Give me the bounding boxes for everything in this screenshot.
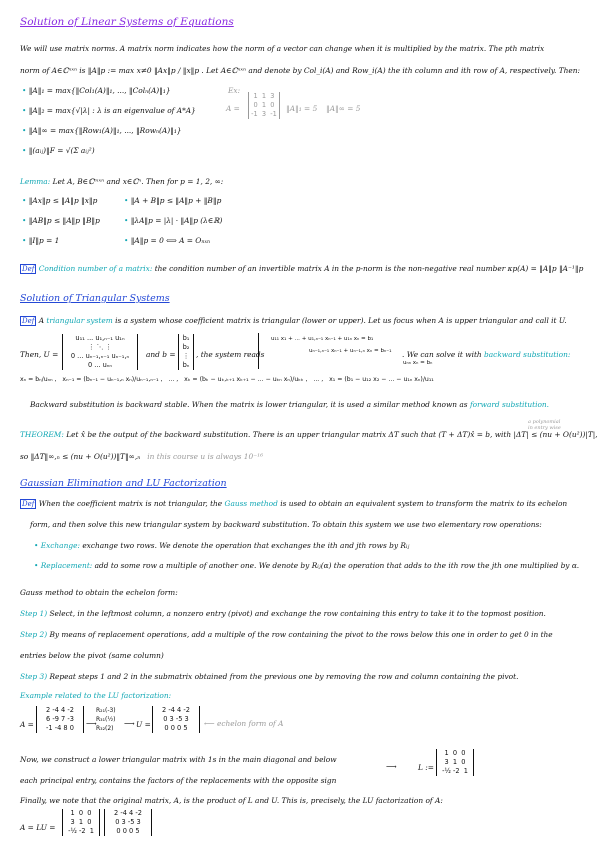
- L-arrow: ⟶: [386, 762, 397, 771]
- U-label: U =: [136, 720, 151, 729]
- example-norm-inf: ‖A‖∞ = 5: [326, 104, 361, 113]
- matrix-U-product: 2 -4 4 -2 0 3 -5 3 0 0 0 5: [104, 809, 152, 836]
- lemma-item: • ‖AB‖p ≤ ‖A‖p ‖B‖p: [22, 216, 100, 225]
- triangular-def-line: Def A triangular system is a system whose coefficient matrix is triangular (lower or upper). Let us focus when A is upper triangular and call it U.: [22, 316, 567, 325]
- theorem-line-2: so ‖ΔT‖∞,ₙ ≤ (nu + O(u²))‖T‖∞,ₙ in this course u is always 10⁻¹⁶: [20, 452, 264, 461]
- example-norm-1: ‖A‖₁ = 5: [286, 104, 318, 113]
- norm-item: • ‖(aᵢⱼ)‖F = √(Σ aᵢⱼ²): [22, 146, 95, 155]
- step-3: Step 3) Repeat steps 1 and 2 in the submatrix obtained from the previous one by removing the row and column containing the pivot.: [20, 672, 519, 681]
- and-b-label: and b =: [146, 350, 176, 359]
- gauss-def-line-2: form, and then solve this new triangular system by backward substitution. To obtain this system we use two elementary row operations:: [30, 520, 542, 529]
- norm-item: • ‖A‖₁ = max{‖Col₁(A)‖₁, ..., ‖Colₙ(A)‖₁}: [22, 86, 171, 95]
- example-label: Ex:: [228, 86, 241, 95]
- margin-note: a polynomial in entry wise: [528, 419, 561, 431]
- page-title: Solution of Linear Systems of Equations: [20, 16, 234, 28]
- section-heading-gaussian: Gaussian Elimination and LU Factorization: [20, 478, 227, 489]
- section-heading-triangular: Solution of Triangular Systems: [20, 293, 170, 304]
- solve-label: . We can solve it with backward substitution:: [402, 350, 571, 359]
- lemma-item: • ‖Ax‖p ≤ ‖A‖p ‖x‖p: [22, 196, 98, 205]
- intro-line-1: We will use matrix norms. A matrix norm indicates how the norm of a vector can change when it is multiplied by the matrix. The pth matrix: [20, 44, 545, 53]
- final-line: Finally, we note that the original matrix, A, is the product of L and U. This is, precisely, the LU factorization of A:: [20, 796, 443, 805]
- intro-line-2: norm of A∈ℂⁿˣⁿ is ‖A‖p := max x≠0 ‖Ax‖p / ‖x‖p . Let A∈ℂⁿˣⁿ and denote by Col_i(A) and Row_i(A) the ith column and ith row of A, respectively. Then:: [20, 66, 581, 75]
- exchange-item: • Exchange: exchange two rows. We denote the operation that exchanges the ith and jth rows by Rᵢⱼ: [34, 541, 410, 550]
- upper-matrix: u₁₁ ... u₁,ₙ₋₁ u₁ₙ ⋮ ⋱ ⋮ 0 ... uₙ₋₁,ₙ₋₁ uₙ₋₁,ₙ 0 ... uₙₙ: [62, 334, 138, 370]
- lemma-line: Lemma: Let A, B∈ℂᵐˣⁿ and x∈ℂⁿ. Then for p = 1, 2, ∞:: [20, 177, 224, 186]
- lemma-item: • ‖λA‖p = |λ| · ‖A‖p (λ∈ℝ): [124, 216, 223, 225]
- norm-item: • ‖A‖₂ = max{√|λ| : λ is an eigenvalue of A*A}: [22, 106, 196, 115]
- row-op-arrow: ⟶: [124, 719, 135, 728]
- example-matrix: 1 1 3 0 1 0 -1 3 -1: [248, 92, 280, 119]
- gauss-method-heading: Gauss method to obtain the echelon form:: [20, 588, 178, 597]
- L-label: L :=: [418, 763, 434, 772]
- replacement-item: • Replacement: add to some row a multiple of another one. We denote by Rᵢⱼ(α) the operation that adds to the ith row the jth one multiplied by α.: [34, 561, 580, 570]
- norm-item: • ‖A‖∞ = max{‖Row₁(A)‖₁, ..., ‖Rowₙ(A)‖₁}: [22, 126, 182, 135]
- echelon-note: ⟵ echelon form of A: [204, 719, 284, 728]
- lu-example-heading: Example related to the LU factorization:: [20, 691, 172, 700]
- step-2: Step 2) By means of replacement operations, add a multiple of the row containing the pivot to the rows below this one in order to get 0 in the: [20, 630, 553, 639]
- matrix-U: 2 -4 4 -2 0 3 -5 3 0 0 0 5: [152, 706, 200, 733]
- def-badge: Def: [22, 265, 35, 273]
- step-2-continued: entries below the pivot (same column): [20, 651, 164, 660]
- then-label: Then, U =: [20, 350, 59, 359]
- system-reads-label: , the system reads: [196, 350, 265, 359]
- lower-matrix-line-1: Now, we construct a lower triangular matrix with 1s in the main diagonal and below: [20, 755, 337, 764]
- row-operations: R₂₁(-3) R₃₁(½) R₃₂(2): [96, 707, 116, 732]
- example-lhs: A =: [226, 104, 240, 113]
- def-badge: Def: [22, 317, 35, 325]
- matrix-L-product: 1 0 0 3 1 0 -½ -2 1: [62, 809, 100, 836]
- product-label: A = LU =: [20, 823, 56, 832]
- lemma-item: • ‖I‖p = 1: [22, 236, 60, 245]
- lemma-item: • ‖A‖p = 0 ⟺ A = Oₙₓₙ: [124, 236, 210, 245]
- gauss-def-line: Def When the coefficient matrix is not triangular, the Gauss method is used to obtain an equivalent system to transform the matrix to its echelon: [22, 499, 568, 508]
- lemma-item: • ‖A + B‖p ≤ ‖A‖p + ‖B‖p: [124, 196, 222, 205]
- triangular-system: u₁₁ x₁ + ... + u₁,ₙ₋₁ xₙ₋₁ + u₁ₙ xₙ = b₁ uₙ₋₁,ₙ₋₁ xₙ₋₁ + uₙ₋₁,ₙ xₙ = bₙ₋₁ uₙₙ xₙ = bₙ: [258, 333, 432, 369]
- matrix-A: 2 -4 4 -2 6 -9 7 -3 -1 -4 8 0: [36, 706, 84, 733]
- lower-matrix-line-2: each principal entry, contains the factors of the replacements with the opposite sign: [20, 776, 337, 785]
- backward-stable-line: Backward substitution is backward stable. When the matrix is lower triangular, it is used a similar method known as forward substitution.: [30, 400, 550, 409]
- b-vector: b₁ b₂ ⋮ bₙ: [178, 334, 194, 370]
- matrix-L: 1 0 0 3 1 0 -½ -2 1: [436, 749, 474, 776]
- row-op-arrow: ⟶: [86, 719, 97, 728]
- substitution-formulas: xₙ = bₙ/uₙₙ , xₙ₋₁ = (bₙ₋₁ − uₙ₋₁,ₙ xₙ)/uₙ₋₁,ₙ₋₁ , ... , xₖ = (bₖ − uₖ,ₖ₊₁ xₖ₊₁ − ... − uₖₙ xₙ)/uₖₖ , ... , x₁ = (b₁ − u₁₂ x₂ − ... − u₁ₙ xₙ)/u₁₁: [20, 376, 434, 383]
- condition-line: Def Condition number of a matrix: the condition number of an invertible matrix A in the p-norm is the non-negative real number κp(A) = ‖A‖p ‖A⁻¹‖p: [22, 264, 584, 273]
- theorem-line: THEOREM: Let x̂ be the output of the backward substitution. There is an upper triangular matrix ΔT such that (T + ΔT)x̂ = b, with |ΔT| ≤ (nu + O(u²))|T|,: [20, 430, 598, 439]
- A-label: A =: [20, 720, 34, 729]
- def-badge: Def: [22, 500, 35, 508]
- step-1: Step 1) Select, in the leftmost column, a nonzero entry (pivot) and exchange the row containing this entry to take it to the topmost position.: [20, 609, 546, 618]
